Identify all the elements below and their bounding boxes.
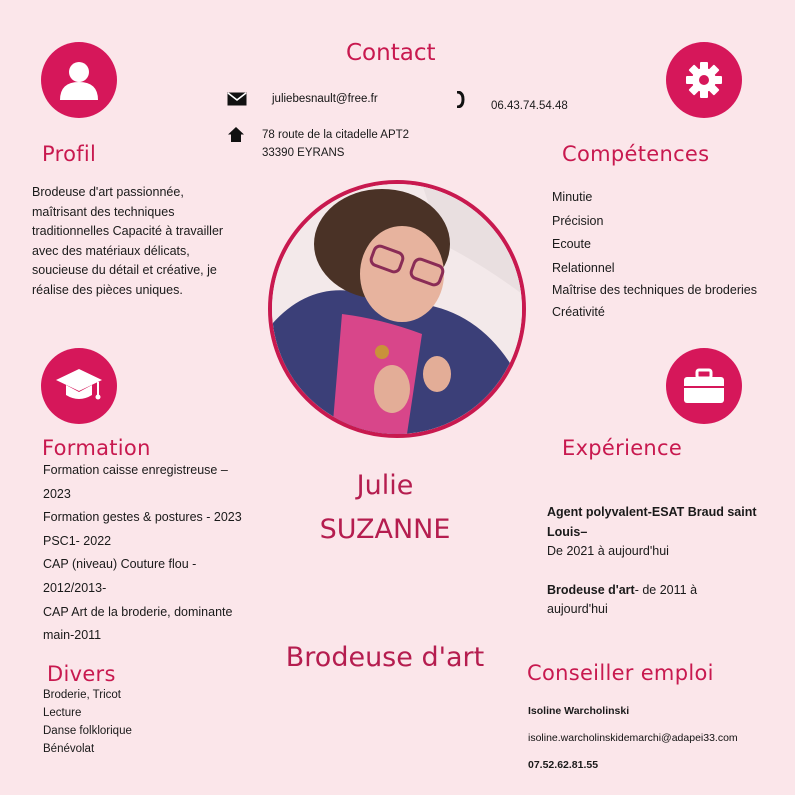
list-item: Formation caisse enregistreuse – 2023: [43, 463, 228, 501]
list-item: Minutie: [552, 190, 593, 204]
envelope-icon: [227, 92, 247, 111]
last-name: SUZANNE: [319, 514, 451, 545]
formation-title: Formation: [42, 436, 151, 460]
address-line-1: 78 route de la citadelle APT2: [262, 129, 410, 141]
contact-title: Contact: [346, 40, 436, 66]
home-icon: [227, 126, 245, 148]
divers-title: Divers: [47, 662, 116, 686]
education-icon-badge: [41, 348, 117, 424]
list-item: Formation gestes & postures - 2023: [43, 510, 242, 525]
address-line-2: 33390 EYRANS: [262, 147, 345, 159]
profil-title: Profil: [42, 142, 97, 166]
briefcase-icon: [682, 367, 726, 405]
divers-list: [43, 686, 132, 758]
job-1-dates: De 2021 à aujourd'hui: [547, 544, 669, 558]
list-item: Danse folklorique: [43, 725, 132, 737]
contact-address: [262, 126, 409, 162]
formation-list: [43, 459, 255, 648]
competences-list: [552, 186, 767, 325]
experience-block: [547, 503, 757, 620]
list-item: Créativité: [552, 305, 605, 319]
graduation-cap-icon: [54, 366, 104, 406]
list-item: CAP (niveau) Couture flou - 2012/2013-: [43, 557, 197, 595]
job-2-title: Brodeuse d'art: [547, 582, 635, 597]
first-name: Julie: [356, 470, 414, 501]
phone-icon: [455, 91, 465, 113]
job-2: [547, 581, 757, 620]
list-item: Ecoute: [552, 237, 591, 251]
list-item: Maîtrise des techniques de broderies: [552, 283, 757, 297]
list-item: Bénévolat: [43, 743, 95, 755]
experience-icon-badge: [666, 348, 742, 424]
profile-icon-badge: [41, 42, 117, 118]
conseiller-name: Isoline Warcholinski: [528, 705, 630, 717]
skills-icon-badge: [666, 42, 742, 118]
contact-phone[interactable]: 06.43.74.54.48: [491, 100, 568, 112]
job-1-title: Agent polyvalent-ESAT Braud saint Louis–: [547, 505, 757, 539]
gear-icon: [684, 60, 724, 100]
job-title: Brodeuse d'art: [285, 642, 485, 673]
list-item: CAP Art de la broderie, dominante main-2011: [43, 604, 233, 643]
profil-text: Brodeuse d'art passionnée, maîtrisant des techniques traditionnelles Capacité à travailler avec des matériaux délicats, soucieuse du détail et créative, je réalise des pièces uniques.: [32, 185, 224, 297]
profile-photo: [268, 180, 526, 438]
competences-title: Compétences: [562, 142, 710, 166]
job-2-dates: - de 2011 à aujourd'hui: [547, 582, 698, 616]
conseiller-phone[interactable]: 07.52.62.81.55: [528, 759, 599, 771]
list-item: PSC1- 2022: [43, 533, 112, 548]
experience-title: Expérience: [562, 436, 683, 460]
conseiller-email[interactable]: isoline.warcholinskidemarchi@adapei33.com: [528, 732, 738, 744]
list-item: Broderie, Tricot: [43, 689, 121, 701]
contact-email[interactable]: juliebesnault@free.fr: [272, 93, 378, 105]
list-item: Relationnel: [552, 260, 615, 275]
list-item: Précision: [552, 213, 604, 228]
conseiller-title: Conseiller emploi: [527, 661, 714, 685]
user-icon: [57, 58, 101, 102]
list-item: Lecture: [43, 707, 82, 719]
